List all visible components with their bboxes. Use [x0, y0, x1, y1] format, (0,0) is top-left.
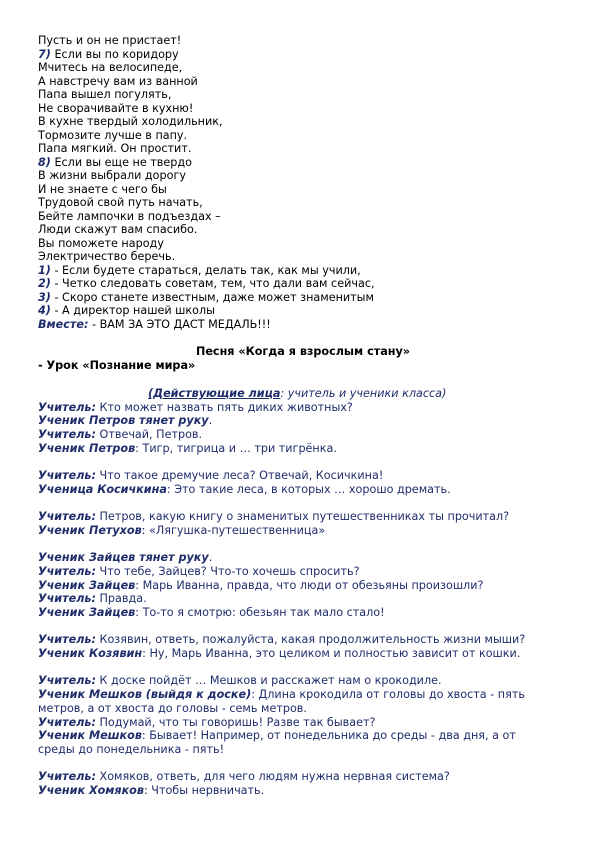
cast-rest: : учитель и ученики класса) [280, 387, 447, 400]
poem-line [38, 115, 568, 129]
speaker-label: Ученик Мешков (выйдя к доске) [38, 688, 252, 702]
dialogue-line [38, 401, 568, 415]
speech-text: Отвечай, Петров. [95, 428, 203, 442]
line-text: - ВАМ ЗА ЭТО ДАСТ МЕДАЛЬ!!! [88, 317, 271, 331]
dialogue-line [38, 633, 568, 647]
poem-line [38, 34, 568, 48]
dialogue-line [38, 688, 568, 702]
poem-line [38, 277, 568, 291]
line-number: 1) [38, 263, 51, 277]
speaker-label: Учитель: [38, 592, 96, 606]
cast-label: (Действующие лица [148, 387, 281, 400]
poem-line [38, 318, 568, 332]
speaker-label: Учитель: [38, 674, 96, 688]
line-text: Мчитесь на велосипеде, [38, 61, 183, 74]
speech-text: Что такое дремучие леса? Отвечай, Косичкина! [95, 469, 384, 483]
dialogue-line [38, 428, 568, 442]
poem-line [38, 291, 568, 305]
song-title: Песня «Когда я взрослым стану» [195, 345, 411, 358]
line-text: А навстречу вам из ванной [38, 74, 198, 88]
speaker-label: Учитель: [38, 400, 96, 414]
speech-text: Петров, какую книгу о знаменитых путешественниках ты прочитал? [95, 510, 510, 524]
poem-line [38, 75, 568, 89]
speaker-label: Ученик Петухов [38, 523, 142, 537]
line-text: Люди скажут вам спасибо. [38, 223, 198, 236]
line-text: - А директор нашей школы [50, 304, 215, 317]
line-text: Бейте лампочки в подъездах – [38, 209, 221, 223]
poem-line [38, 156, 568, 170]
dialogue-line [38, 579, 568, 593]
speech-text: К доске пойдёт … Мешков и расскажет нам о крокодиле. [95, 674, 442, 688]
dialogue-line [38, 716, 568, 730]
speech-text: метров, а от хвоста до головы - семь метров. [38, 701, 307, 715]
line-number: 8) [38, 155, 51, 169]
speaker-label: Учитель: [38, 770, 96, 784]
speech-text: : Марь Иванна, правда, что люди от обезьяны произошли? [135, 578, 484, 592]
speech-text: : Длина крокодила от головы до хвоста - пять [251, 688, 525, 702]
speech-text: . [208, 414, 213, 428]
dialogue-line [38, 606, 568, 620]
line-number: 4) [38, 304, 51, 317]
speaker-label: Ученик Зайцев [38, 578, 136, 592]
dialogue-line [38, 592, 568, 606]
line-text: Папа вышел погулять, [38, 88, 172, 101]
dialogue-line [38, 674, 568, 688]
speaker-label: Учитель: [38, 633, 96, 647]
poem-line [38, 102, 568, 116]
poem-line [38, 223, 568, 237]
speech-text: : «Лягушка-путешественница» [141, 523, 326, 537]
dialogue-line [38, 524, 568, 538]
poem-line [38, 61, 568, 75]
dialogue-line [38, 551, 568, 565]
dialogue-line [38, 483, 568, 497]
speaker-label: Учитель: [38, 469, 96, 483]
speaker-label: Ученик Зайцев [38, 606, 136, 619]
speech-text: Хомяков, ответь, для чего людям нужна нервная система? [95, 770, 450, 784]
poem-line [38, 264, 568, 278]
speaker-label: Ученик Петров [38, 441, 136, 455]
line-number: Вместе: [38, 317, 89, 331]
spacer [38, 538, 568, 552]
speaker-label: Учитель: [38, 428, 96, 442]
dialogue-line [38, 729, 568, 743]
poem-line [38, 210, 568, 224]
speaker-label: Учитель: [38, 715, 96, 729]
line-text: И не знаете с чего бы [38, 182, 167, 196]
speech-text: среды до понедельника - пять! [38, 742, 225, 756]
spacer [38, 455, 568, 469]
poem-line [38, 183, 568, 197]
speech-text: : Бывает! Например, от понедельника до среды - два дня, а от [141, 729, 516, 743]
poem-line [38, 237, 568, 251]
line-text: Трудовой свой путь начать, [38, 196, 203, 209]
dialogue-block [38, 387, 568, 798]
spacer [38, 497, 568, 511]
dialogue-line [38, 743, 568, 757]
speech-text: : Тигр, тигрица и … три тигрёнка. [135, 441, 337, 455]
dialogue-line [38, 647, 568, 661]
line-number: 3) [38, 290, 51, 304]
speech-text: Козявин, ответь, пожалуйста, какая продолжительность жизни мыши? [95, 633, 526, 647]
speech-text: : Это такие леса, в которых … хорошо дремать. [166, 482, 451, 496]
dialogue-line [38, 442, 568, 456]
line-text: Электричество беречь. [38, 250, 176, 263]
speaker-label: Ученик Зайцев тянет руку [38, 551, 209, 565]
dialogue-line [38, 510, 568, 524]
poem-line [38, 88, 568, 102]
speaker-label: Ученик Хомяков [38, 783, 144, 797]
speech-text: Подумай, что ты говоришь! Разве так бывает? [95, 715, 376, 729]
line-text: Если вы еще не твердо [50, 155, 192, 169]
line-text: - Если будете стараться, делать так, как мы учили, [50, 263, 361, 277]
dialogue-line [38, 784, 568, 798]
poem-line [38, 142, 568, 156]
poem-line [38, 196, 568, 210]
spacer [38, 757, 568, 771]
speech-text: Что тебе, Зайцев? Что-то хочешь спросить? [95, 564, 360, 578]
dialogue-line [38, 702, 568, 716]
speaker-label: Ученик Мешков [38, 729, 142, 743]
speaker-label: Ученик Петров тянет руку [38, 414, 209, 428]
speech-text: : Чтобы нервничать. [143, 783, 265, 797]
poem-block [38, 34, 568, 331]
poem-line [38, 250, 568, 264]
line-text: В жизни выбрали дорогу [38, 169, 186, 182]
line-text: Пусть и он не пристает! [38, 34, 182, 47]
poem-line [38, 129, 568, 143]
dialogue-line [38, 770, 568, 784]
spacer [38, 620, 568, 634]
speaker-label: Ученица Косичкина [38, 482, 167, 496]
speaker-label: Учитель: [38, 564, 96, 578]
spacer [38, 661, 568, 675]
line-number: 2) [38, 277, 51, 290]
speech-text: Правда. [95, 592, 147, 606]
speech-text: . [208, 551, 213, 565]
line-text: - Четко следовать советам, тем, что дали вам сейчас, [50, 277, 375, 290]
speaker-label: Ученик Козявин [38, 647, 143, 661]
dialogue-line [38, 565, 568, 579]
line-text: Тормозите лучше в папу. [38, 128, 188, 142]
speech-text: Кто может назвать пять диких животных? [95, 400, 353, 414]
dialogue-line [38, 469, 568, 483]
line-text: Не сворачивайте в кухню! [38, 101, 194, 115]
dialogue-line [38, 414, 568, 428]
lesson-title: - Урок «Познание мира» [38, 358, 196, 372]
line-text: Если вы по коридору [50, 47, 179, 61]
headings-block [38, 345, 568, 372]
line-text: Вы поможете народу [38, 236, 164, 250]
line-number: 7) [38, 47, 51, 61]
speech-text: : Ну, Марь Иванна, это целиком и полностью зависит от кошки. [142, 647, 521, 661]
speech-text: : То-то я смотрю: обезьян так мало стало! [135, 606, 385, 619]
poem-line [38, 169, 568, 183]
line-text: Папа мягкий. Он простит. [38, 142, 192, 155]
cast-line [38, 387, 568, 401]
poem-line [38, 304, 568, 318]
line-text: В кухне твердый холодильник, [38, 115, 223, 128]
speaker-label: Учитель: [38, 510, 96, 524]
poem-line [38, 48, 568, 62]
line-text: - Скоро станете известным, даже может знаменитым [50, 290, 374, 304]
